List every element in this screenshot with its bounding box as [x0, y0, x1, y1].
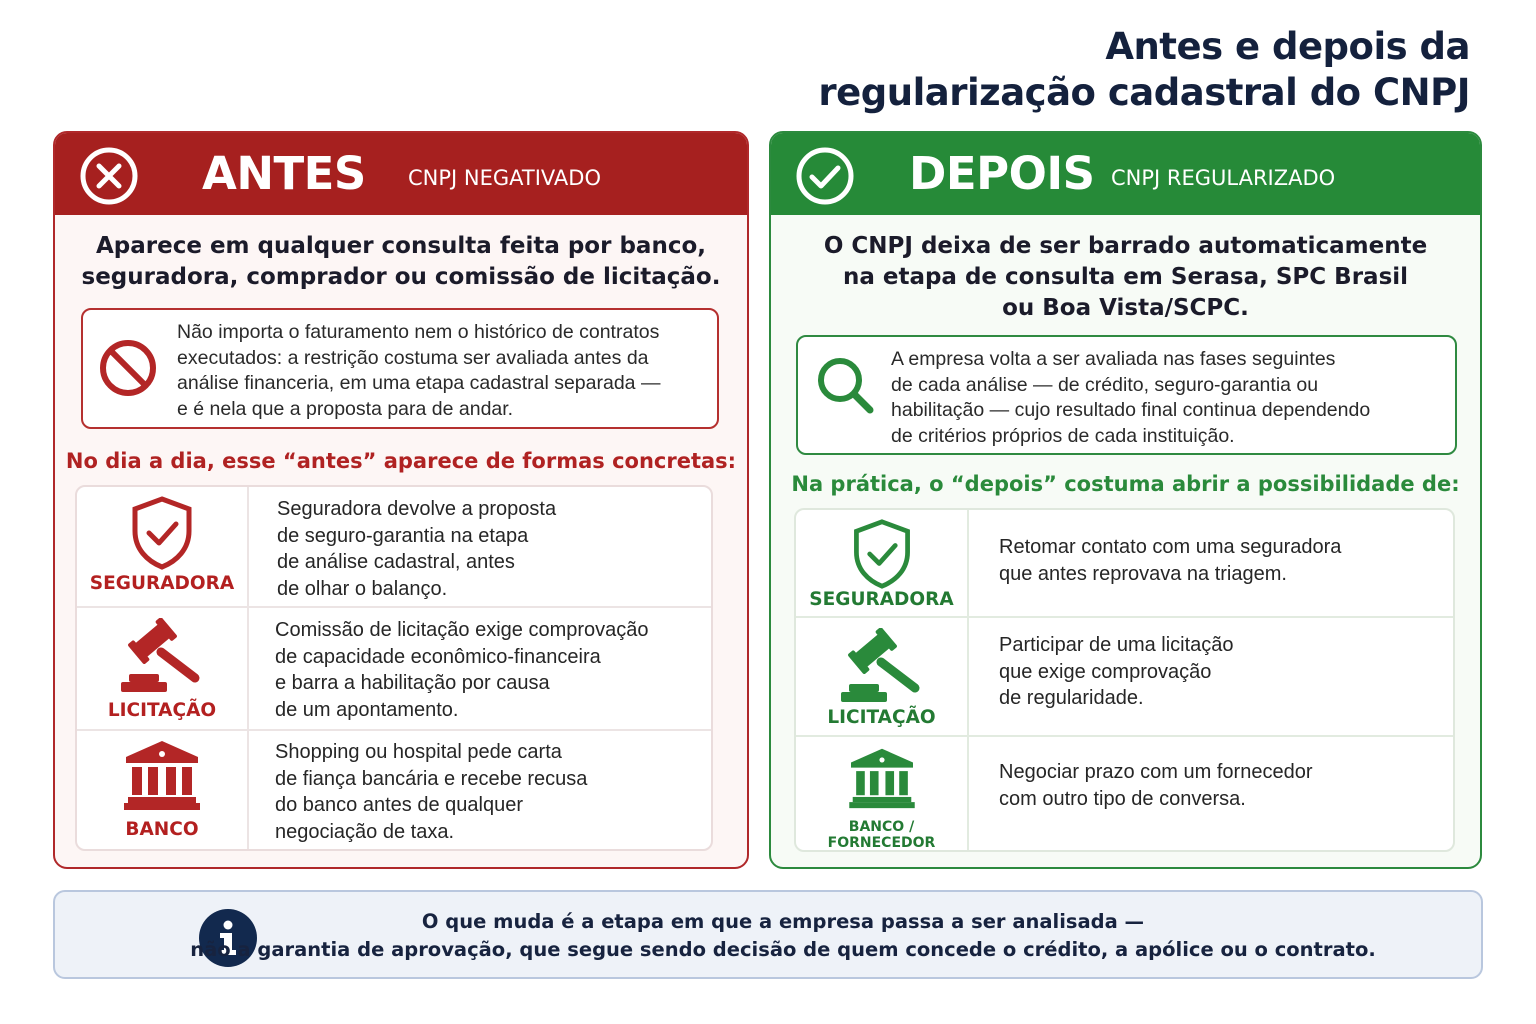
antes-status: CNPJ NEGATIVADO: [408, 166, 601, 190]
row-text: [275, 739, 587, 845]
row-icon-cell: [796, 510, 969, 616]
depois-table: [794, 508, 1455, 852]
row-text-line: Participar de uma licitação: [999, 634, 1234, 656]
row-text-line: que antes reprovava na triagem.: [999, 562, 1287, 585]
footer-note: [53, 890, 1483, 979]
row-text-line: Negociar prazo com um fornecedor: [999, 761, 1313, 783]
table-row: [796, 510, 1453, 618]
depois-heading: DEPOIS: [909, 147, 1095, 200]
row-text: [275, 617, 649, 723]
title-line-2: regularização cadastral do CNPJ: [818, 71, 1470, 114]
depois-status: CNPJ REGULARIZADO: [1111, 166, 1336, 190]
row-text-line: de capacidade econômico-financeira: [275, 645, 601, 668]
antes-lead: [55, 231, 747, 293]
row-icon-cell: [77, 731, 249, 851]
footer-line-1: O que muda é a etapa em que a empresa passa a ser analisada —: [421, 910, 1145, 933]
row-label: LICITAÇÃO: [827, 707, 936, 728]
footer-text: [55, 908, 1481, 964]
row-text: [999, 632, 1234, 712]
depois-panel: [769, 131, 1482, 869]
shield-check-icon: [850, 518, 914, 590]
row-text: [999, 759, 1312, 812]
row-label: SEGURADORA: [809, 589, 954, 610]
depois-note-line: habilitação — cujo resultado final continua dependendo: [891, 399, 1371, 421]
magnifier-icon: [814, 354, 876, 416]
row-label: BANCO: [125, 819, 199, 840]
row-text-line: negociação de taxa.: [275, 820, 455, 843]
shield-check-icon: [129, 495, 195, 571]
antes-subheading: No dia a dia, esse “antes” aparece de formas concretas:: [65, 449, 737, 473]
row-text: [277, 496, 556, 602]
row-text: [999, 534, 1341, 587]
antes-note-line: executados: a restrição costuma ser avaliada antes da: [177, 346, 649, 369]
depois-lead-line: ou Boa Vista/SCPC.: [1002, 295, 1249, 321]
depois-lead: [771, 231, 1480, 324]
depois-subheading: Na prática, o “depois” costuma abrir a possibilidade de:: [791, 472, 1460, 496]
row-text-line: Retomar contato com uma seguradora: [999, 536, 1342, 558]
antes-note: [81, 308, 719, 429]
bank-icon: [122, 739, 202, 811]
title-line-1: Antes e depois da: [1105, 25, 1470, 68]
row-text-line: de regularidade.: [999, 687, 1144, 709]
antes-table: [75, 485, 713, 851]
row-text-line: de olhar o balanço.: [277, 577, 448, 600]
table-row: [77, 731, 711, 851]
antes-lead-line: seguradora, comprador ou comissão de licitação.: [81, 264, 721, 290]
depois-note-line: de cada análise — de crédito, seguro-garantia ou: [891, 373, 1319, 396]
table-row: [77, 608, 711, 731]
antes-lead-line: Aparece em qualquer consulta feita por banco,: [95, 233, 706, 259]
row-label: LICITAÇÃO: [107, 700, 217, 721]
row-text-line: de fiança bancária e recebe recusa: [275, 767, 588, 790]
row-icon-cell: [796, 737, 969, 852]
gavel-icon: [117, 618, 207, 696]
row-text-line: Comissão de licitação exige comprovação: [275, 619, 649, 641]
footer-line-2: não a garantia de aprovação, que segue sendo decisão de quem concede o crédito, a apólice ou o contrato.: [190, 938, 1376, 961]
row-text-line: do banco antes de qualquer: [275, 794, 523, 816]
antes-header: [55, 133, 747, 215]
row-icon-cell: [77, 608, 249, 729]
row-label: BANCO / FORNECEDOR: [827, 819, 936, 851]
depois-lead-line: O CNPJ deixa de ser barrado automaticamente: [823, 233, 1428, 259]
antes-note-line: análise financeria, em uma etapa cadastral separada —: [177, 372, 661, 394]
row-text-line: com outro tipo de conversa.: [999, 787, 1246, 810]
row-text-line: de análise cadastral, antes: [277, 551, 515, 573]
check-circle-icon: [795, 146, 855, 206]
table-row: [77, 487, 711, 608]
row-text-line: Shopping ou hospital pede carta: [275, 741, 562, 763]
row-label: SEGURADORA: [89, 573, 235, 594]
table-row: [796, 737, 1453, 852]
prohibited-icon: [97, 337, 159, 399]
gavel-icon: [837, 628, 927, 706]
row-text-line: de seguro-garantia na etapa: [277, 524, 529, 547]
row-icon-cell: [77, 487, 249, 606]
row-icon-cell: [796, 618, 969, 735]
depois-note: [796, 335, 1457, 455]
row-text-line: e barra a habilitação por causa: [275, 672, 550, 694]
page-title: [818, 24, 1470, 116]
table-row: [796, 618, 1453, 737]
depois-header: [771, 133, 1480, 215]
antes-note-line: Não importa o faturamento nem o histórico de contratos: [177, 321, 660, 343]
antes-panel: [53, 131, 749, 869]
x-circle-icon: [79, 146, 139, 206]
depois-lead-line: na etapa de consulta em Serasa, SPC Brasil: [842, 264, 1409, 290]
bank-icon: [847, 747, 917, 809]
depois-note-line: A empresa volta a ser avaliada nas fases seguintes: [891, 348, 1336, 370]
antes-note-line: e é nela que a proposta para de andar.: [177, 397, 514, 420]
row-text-line: Seguradora devolve a proposta: [277, 498, 557, 520]
antes-heading: ANTES: [202, 147, 366, 200]
depois-note-line: de critérios próprios de cada instituição.: [891, 424, 1235, 447]
row-text-line: que exige comprovação: [999, 660, 1212, 683]
row-text-line: de um apontamento.: [275, 698, 459, 721]
